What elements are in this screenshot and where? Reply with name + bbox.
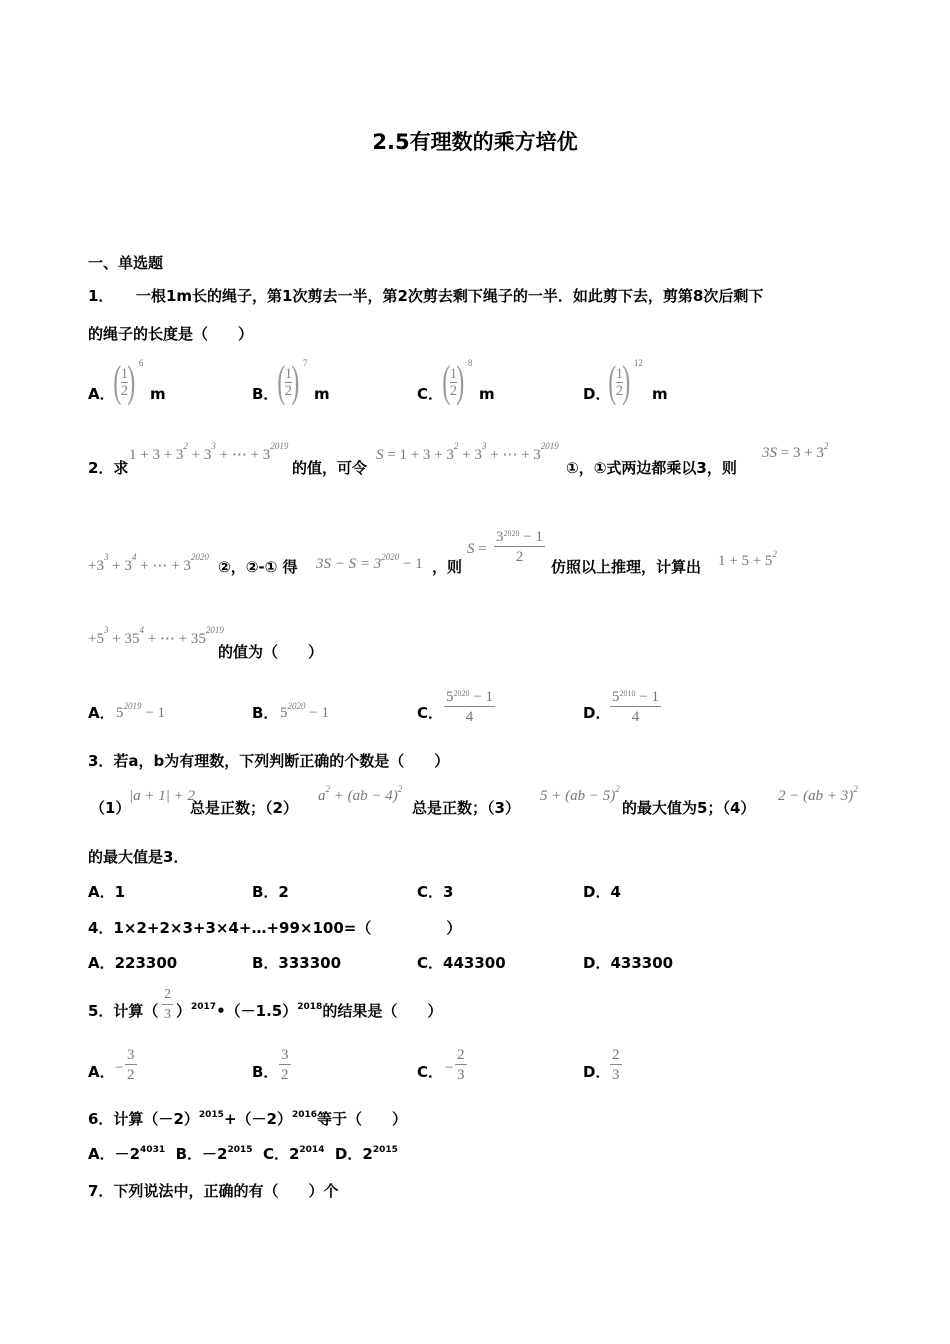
q1-option-a-math: ( $\frac{1}{2}$ ) 6	[113, 357, 144, 406]
q2-math-diff: $3S - S = 3^{2020} - 1$	[316, 552, 423, 572]
q3-text-2: 总是正数；（3）	[412, 799, 520, 817]
q3-text-3: 的最大值为5；（4）	[622, 799, 756, 817]
q5-option-c-label: C．	[417, 1063, 444, 1081]
q4-stem: 4．1×2+2×3+3×4+…+99×100=（ ）	[88, 919, 462, 937]
q3-math-3: 5 + (ab − 5)$^2$	[540, 784, 620, 804]
q1-option-c-math: ( $\frac{1}{2}$ ) 8	[442, 357, 473, 406]
q1-frac-den: 2	[120, 382, 129, 399]
q1-option-a-label: A．	[88, 385, 115, 403]
q2-math-s-eq: S =	[467, 541, 487, 557]
q1-option-b-math: ( $\frac{1}{2}$ ) 7	[277, 357, 308, 406]
q2-text-7: 的值为（ ）	[218, 643, 324, 661]
q5-option-c-frac: $\frac{2}{3}$	[457, 1047, 465, 1083]
q1-option-b-label: B．	[252, 385, 279, 403]
q1-stem-line2: 的绳子的长度是（ ）	[88, 325, 254, 343]
q2-math-3s: $3S = 3 + 3^2$	[762, 441, 829, 461]
q1-frac-num: 1	[449, 365, 458, 382]
q2-text-4: ②，②-① 得	[218, 558, 298, 576]
q2-math-sum3: $1 + 3 + 3^2 + 3^3$ + ⋯ + $3^{2019}$	[129, 441, 289, 463]
q3-stem: 3．若a，b为有理数，下列判断正确的个数是（ ）	[88, 752, 450, 770]
q5-option-d-frac: $\frac{2}{3}$	[612, 1047, 620, 1083]
q2-text-5: ，则	[432, 558, 463, 576]
q1-frac-num: 1	[120, 365, 129, 382]
q2-option-a-label: A．	[88, 704, 115, 722]
q1-option-c-label: C．	[417, 385, 444, 403]
q2-option-c-label: C．	[417, 704, 444, 722]
q4-option-a: A．223300	[88, 954, 178, 972]
q2-math-s-frac: $\frac{3^{2020} - 1}{2}$	[496, 529, 543, 565]
q1-exp: 12	[633, 358, 643, 368]
q1-stem-line1: 1． 一根1m长的绳子，第1次剪去一半，第2次剪去剩下绳子的一半．如此剪下去，剪第8次后剩下	[88, 287, 764, 305]
q1-option-d-label: D．	[583, 385, 611, 403]
q1-unit: m	[479, 385, 495, 403]
q4-option-d: D．433300	[583, 954, 674, 972]
q3-text-1: 总是正数；（2）	[190, 799, 298, 817]
q3-option-a: A．1	[88, 883, 126, 901]
q2-math-cont: $+3^3 + 3^4$ + ⋯ + $3^{2020}$	[88, 552, 209, 574]
q1-frac-num: 1	[615, 365, 624, 382]
section-heading: 一、单选题	[88, 254, 164, 272]
q2-math-sum5-start: $1 + 5 + 5^2$	[718, 549, 777, 569]
q4-option-b: B．333300	[252, 954, 342, 972]
q2-option-a-math: $5^{2019} - 1$	[116, 701, 165, 721]
q2-option-d-math: $\frac{5^{2010} - 1}{4}$	[612, 689, 659, 725]
q2-text-3: ①，①式两边都乘以3，则	[566, 459, 737, 477]
q3-option-b: B．2	[252, 883, 289, 901]
q3-math-4: 2 − (ab + 3)$^2$	[778, 784, 858, 804]
q2-text-1: 2．求	[88, 459, 129, 477]
q5-stem-frac: $\frac{2}{3}$	[164, 987, 171, 1022]
page-title: 2.5有理数的乘方培优	[372, 130, 578, 154]
q3-text-p1: （1）	[90, 799, 131, 817]
q1-exp: 8	[467, 358, 473, 368]
q5-option-b-frac: $\frac{3}{2}$	[281, 1047, 289, 1083]
q2-option-d-label: D．	[583, 704, 611, 722]
q7-stem: 7．下列说法中，正确的有（ ）个	[88, 1182, 339, 1200]
q1-frac-den: 2	[284, 382, 293, 399]
q1-exp: 6	[138, 358, 144, 368]
q3-option-c: C．3	[417, 883, 454, 901]
q5-option-b-label: B．	[252, 1063, 279, 1081]
q3-text-4: 的最大值是3．	[88, 848, 189, 866]
q3-math-1: |a + 1| + 2	[129, 788, 195, 804]
q2-option-b-label: B．	[252, 704, 279, 722]
q5-option-a-sign: −	[114, 1060, 125, 1076]
q3-math-2: $a^2 + (ab - 4)^2$	[318, 784, 403, 804]
q6-stem: 6．计算$(-2)^{2015}+(-2)^{2016}$等于（ ）	[88, 1110, 408, 1128]
q2-option-c-math: $\frac{5^{2020} - 1}{4}$	[446, 689, 493, 725]
q1-unit: m	[150, 385, 166, 403]
q5-option-a-label: A．	[88, 1063, 115, 1081]
q2-text-2: 的值，可令	[292, 459, 368, 477]
q2-math-sum5-cont: $+5^3 + 35^4$ + ⋯ + $35^{2019}$	[88, 625, 224, 647]
q1-exp: 7	[302, 358, 308, 368]
q2-math-s-def: $S = 1 + 3 + 3^2 + 3^3$ + ⋯ + $3^{2019}$	[376, 441, 559, 463]
q5-stem-pre: 5．计算（	[88, 1002, 159, 1020]
q4-option-c: C．443300	[417, 954, 506, 972]
q5-option-a-frac: $\frac{3}{2}$	[127, 1047, 135, 1083]
q6-options: A．$-2^{4031}$ B．$-2^{2015}$ C．$2^{2014}$ D．$2^{2015}$	[88, 1145, 398, 1163]
q1-frac-den: 2	[449, 382, 458, 399]
q5-option-c-sign: −	[444, 1060, 455, 1076]
q1-frac-den: 2	[615, 382, 624, 399]
q2-text-6: 仿照以上推理，计算出	[551, 558, 702, 576]
q2-option-b-math: $5^{2020} - 1$	[280, 701, 329, 721]
q1-unit: m	[652, 385, 668, 403]
q5-stem-mid: ）$^{2017}•(-1.5)^{2018}$的结果是（ ）	[176, 1002, 443, 1020]
q5-option-d-label: D．	[583, 1063, 611, 1081]
q1-unit: m	[314, 385, 330, 403]
q1-option-d-math: ( $\frac{1}{2}$ ) 12	[608, 357, 643, 406]
q1-frac-num: 1	[284, 365, 293, 382]
q3-option-d: D．4	[583, 883, 621, 901]
